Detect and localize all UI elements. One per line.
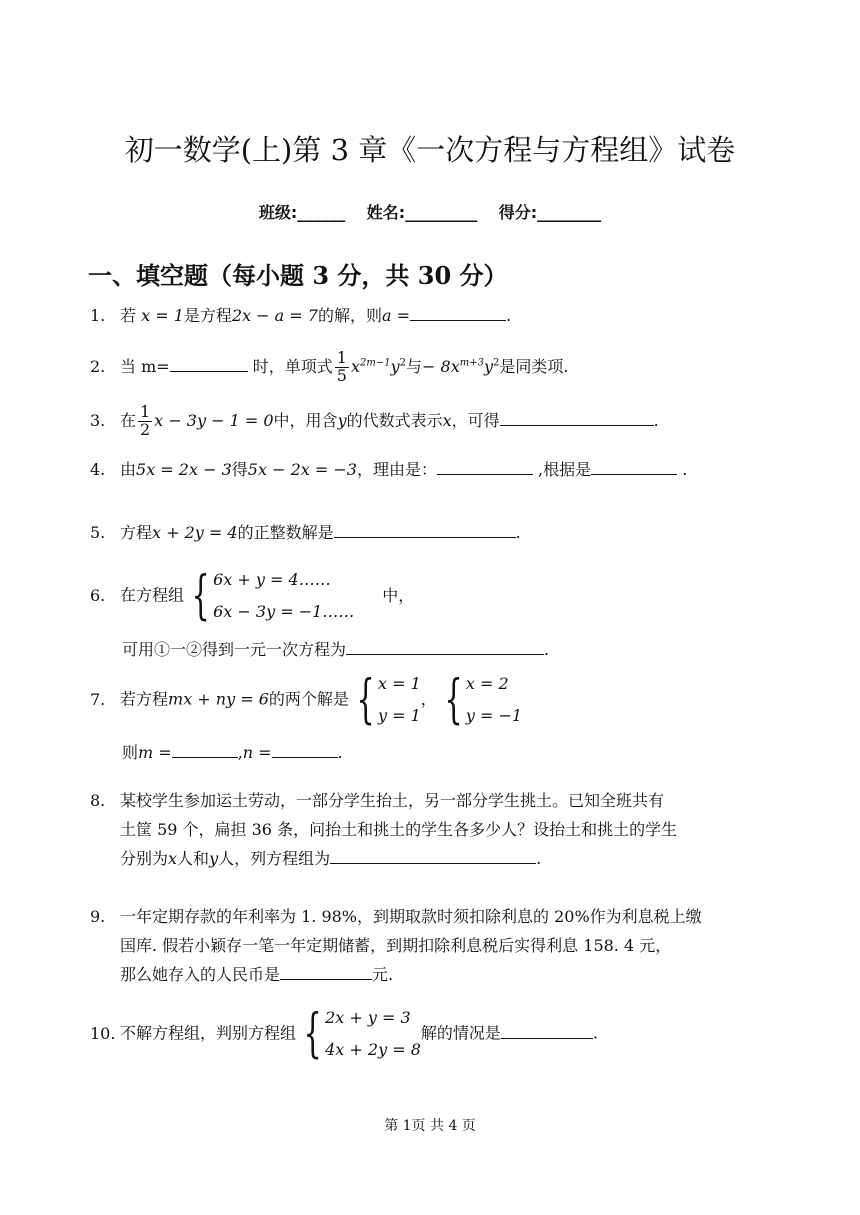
text: 解的情况是 xyxy=(420,1023,501,1043)
equation: y = 1 xyxy=(378,706,421,725)
exponent: 2 xyxy=(493,357,500,369)
text: 的解，则 xyxy=(317,306,382,325)
question-7 xyxy=(90,668,522,732)
text: 若 xyxy=(120,306,142,325)
text: 则 xyxy=(122,743,139,762)
question-7-line2 xyxy=(122,740,343,763)
question-9 xyxy=(90,902,730,989)
text: . xyxy=(653,410,659,430)
math: y xyxy=(390,356,400,376)
answer-blank[interactable] xyxy=(334,523,516,538)
math: x + 2y = 4 xyxy=(152,523,238,542)
section-heading: 一、填空题（每小题 3 分，共 30 分） xyxy=(88,261,508,290)
text: 一年定期存款的年利率为 1. 98%，到期取款时须扣除利息的 20%作为利息税上缴 xyxy=(120,907,702,926)
equation: 2x + y = 3 xyxy=(325,1008,411,1027)
question-6-line2 xyxy=(122,637,549,660)
text: 时，单项式 xyxy=(247,356,333,376)
question-number: 6. xyxy=(90,585,106,605)
page-title: 初一数学(上)第 3 章《一次方程与方程组》试卷 xyxy=(124,133,736,167)
question-5 xyxy=(90,520,521,543)
question-number: 7. xyxy=(90,689,106,709)
brace-icon: { xyxy=(444,670,463,730)
text: ，理由是： xyxy=(356,460,437,479)
text: 与 xyxy=(406,356,423,376)
question-number: 2. xyxy=(90,356,106,376)
text: . xyxy=(506,306,512,325)
math: n = xyxy=(242,743,272,762)
question-number: 8. xyxy=(90,791,106,810)
answer-blank[interactable] xyxy=(591,460,677,475)
math: mx + ny = 6 xyxy=(168,689,269,709)
solution-2 xyxy=(437,668,522,732)
math: − 8x xyxy=(422,356,460,376)
question-10 xyxy=(90,1002,598,1066)
equation: 6x − 3y = −1…… xyxy=(213,602,355,621)
name-label: 姓名:_________ xyxy=(366,203,478,222)
text: 元. xyxy=(372,965,394,984)
question-number: 10. xyxy=(90,1023,116,1043)
text: , xyxy=(237,743,243,762)
answer-blank[interactable] xyxy=(501,1024,593,1039)
question-4 xyxy=(90,457,687,480)
text: 中， xyxy=(382,585,415,605)
text: ，可得 xyxy=(451,410,500,430)
question-6 xyxy=(90,564,414,628)
numerator: 1 xyxy=(336,348,347,367)
math: 5x − 2x = −3 xyxy=(247,460,357,479)
answer-blank[interactable] xyxy=(280,965,372,980)
text: 国库. 假若小颖存一笔一年定期储蓄，到期扣除利息税后实得利息 158. 4 元， xyxy=(120,936,672,955)
text: 是方程 xyxy=(183,306,232,325)
equation-system xyxy=(296,1002,421,1066)
text: 当 m= xyxy=(120,356,170,376)
text: 的两个解是 xyxy=(268,689,349,709)
equation: 4x + 2y = 8 xyxy=(325,1040,421,1059)
answer-blank[interactable] xyxy=(346,640,544,655)
question-2 xyxy=(90,350,568,385)
text: 是同类项. xyxy=(499,356,569,376)
answer-blank[interactable] xyxy=(437,460,533,475)
text: . xyxy=(515,523,521,542)
answer-blank[interactable] xyxy=(170,357,248,372)
text: . xyxy=(677,460,688,479)
text: 土筐 59 个，扁担 36 条，问抬土和挑土的学生各多少人？设抬土和挑土的学生 xyxy=(120,820,678,839)
exponent: 2 xyxy=(399,357,406,369)
text: 分别为 xyxy=(120,849,169,868)
math: 2x − a = 7 xyxy=(231,306,318,325)
exponent: 2m−1 xyxy=(359,357,391,369)
answer-blank-m[interactable] xyxy=(172,743,238,758)
text: 得 xyxy=(231,460,248,479)
text: . xyxy=(337,743,343,762)
math: y xyxy=(483,356,493,376)
text: 中，用含 xyxy=(273,410,338,430)
brace-icon: { xyxy=(356,670,375,730)
math: 5x = 2x − 3 xyxy=(136,460,232,479)
math: x − 3y − 1 = 0 xyxy=(154,410,274,430)
text: 某校学生参加运土劳动，一部分学生抬土，另一部分学生挑土。已知全班共有 xyxy=(120,791,665,810)
math: y xyxy=(337,410,347,430)
solution-1 xyxy=(349,668,421,732)
math: x = 1 xyxy=(141,306,184,325)
text: 在 xyxy=(120,410,137,430)
question-8 xyxy=(90,786,730,873)
question-number: 1. xyxy=(90,306,106,325)
question-number: 9. xyxy=(90,907,106,926)
text: 人和 xyxy=(177,849,210,868)
answer-blank[interactable] xyxy=(330,849,536,864)
text: 那么她存入的人民币是 xyxy=(120,965,281,984)
score-label: 得分:________ xyxy=(498,203,602,222)
text: 的代数式表示 xyxy=(346,410,443,430)
answer-blank[interactable] xyxy=(410,306,506,321)
text: 不解方程组，判别方程组 xyxy=(120,1023,297,1043)
denominator: 2 xyxy=(140,419,151,439)
question-number: 5. xyxy=(90,523,106,542)
equation: y = −1 xyxy=(465,706,523,725)
equation: x = 2 xyxy=(465,674,509,693)
text: 由 xyxy=(120,460,137,479)
question-1 xyxy=(90,303,511,326)
text: 在方程组 xyxy=(120,585,185,605)
text: ,根据是 xyxy=(532,460,592,479)
question-number: 3. xyxy=(90,410,106,430)
text: 可用①一②得到一元一次方程为 xyxy=(122,640,347,659)
numerator: 1 xyxy=(140,402,151,421)
text: ， xyxy=(420,689,437,709)
class-label: 班级:______ xyxy=(258,203,346,222)
question-3 xyxy=(90,404,659,439)
answer-blank-n[interactable] xyxy=(272,743,338,758)
exponent: m+3 xyxy=(459,357,484,369)
student-info xyxy=(0,200,860,223)
text: . xyxy=(592,1023,598,1043)
fraction xyxy=(335,350,349,385)
question-number: 4. xyxy=(90,460,106,479)
math: x xyxy=(168,849,178,868)
math: y xyxy=(209,849,219,868)
fraction xyxy=(138,404,152,439)
math: a = xyxy=(381,306,411,325)
answer-blank[interactable] xyxy=(500,411,654,426)
math: m = xyxy=(138,743,172,762)
text: 人，列方程组为 xyxy=(218,849,331,868)
equation-system xyxy=(184,564,354,628)
equation: x = 1 xyxy=(378,674,421,693)
text: . xyxy=(544,640,550,659)
math: x xyxy=(350,356,360,376)
text: . xyxy=(536,849,542,868)
text: 的正整数解是 xyxy=(237,523,334,542)
equation: 6x + y = 4…… xyxy=(213,570,331,589)
brace-icon: { xyxy=(191,566,210,626)
text: 方程 xyxy=(120,523,153,542)
text: 若方程 xyxy=(120,689,169,709)
denominator: 5 xyxy=(336,365,347,385)
brace-icon: { xyxy=(303,1004,322,1064)
math: x xyxy=(442,410,452,430)
page-footer: 第 1页 共 4 页 xyxy=(384,1118,476,1134)
